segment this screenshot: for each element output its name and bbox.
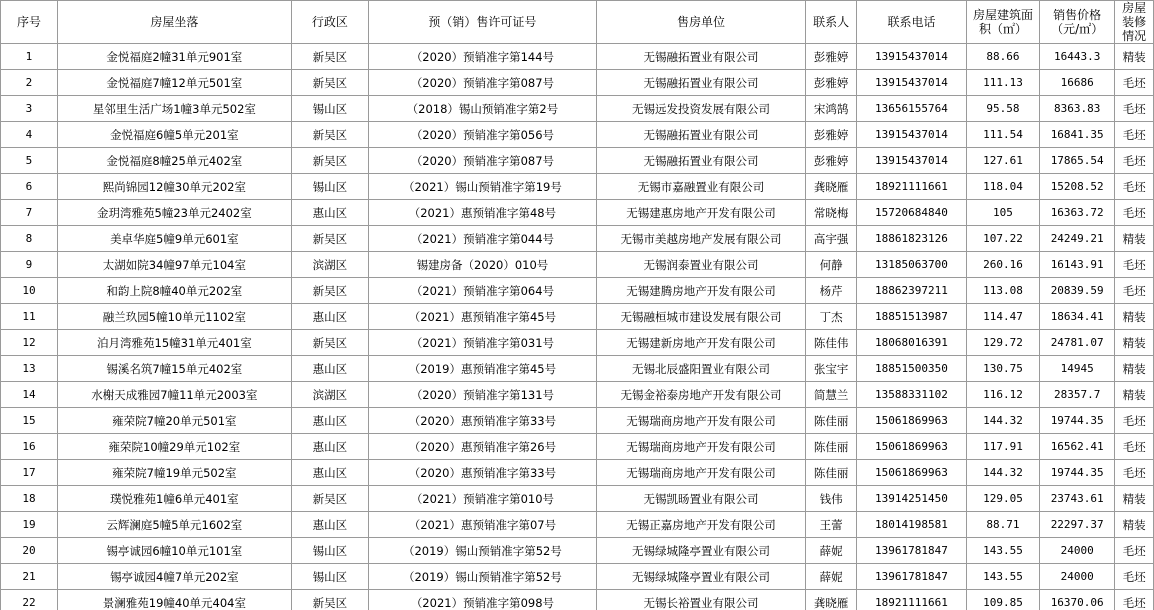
- cell-index: 1: [1, 44, 58, 70]
- cell-contact: 宋鸿鹄: [806, 96, 857, 122]
- cell-area: 113.08: [966, 278, 1039, 304]
- cell-district: 惠山区: [291, 304, 368, 330]
- cell-index: 19: [1, 512, 58, 538]
- cell-seller: 无锡瑞商房地产开发有限公司: [596, 434, 805, 460]
- cell-price: 24000: [1040, 538, 1115, 564]
- cell-address: 云辉澜庭5幢5单元1602室: [57, 512, 291, 538]
- cell-district: 锡山区: [291, 174, 368, 200]
- cell-area: 117.91: [966, 434, 1039, 460]
- cell-address: 太湖如院34幢97单元104室: [57, 252, 291, 278]
- cell-permit: （2020）预销准字第087号: [369, 148, 597, 174]
- cell-price: 14945: [1040, 356, 1115, 382]
- cell-area: 260.16: [966, 252, 1039, 278]
- cell-price: 16562.41: [1040, 434, 1115, 460]
- cell-permit: （2021）预销准字第031号: [369, 330, 597, 356]
- cell-index: 20: [1, 538, 58, 564]
- cell-district: 新吴区: [291, 278, 368, 304]
- cell-seller: 无锡融拓置业有限公司: [596, 44, 805, 70]
- cell-permit: （2021）预销准字第098号: [369, 590, 597, 610]
- cell-decoration: 毛坯: [1115, 408, 1154, 434]
- cell-address: 美卓华庭5幢9单元601室: [57, 226, 291, 252]
- cell-price: 19744.35: [1040, 408, 1115, 434]
- cell-seller: 无锡融拓置业有限公司: [596, 122, 805, 148]
- cell-contact: 钱伟: [806, 486, 857, 512]
- header-seller: 售房单位: [596, 1, 805, 44]
- cell-index: 17: [1, 460, 58, 486]
- cell-seller: 无锡市嘉融置业有限公司: [596, 174, 805, 200]
- cell-permit: （2020）惠预销准字第26号: [369, 434, 597, 460]
- cell-decoration: 毛坯: [1115, 252, 1154, 278]
- cell-price: 16370.06: [1040, 590, 1115, 610]
- cell-address: 锡溪名筑7幢15单元402室: [57, 356, 291, 382]
- cell-permit: （2021）锡山预销准字第19号: [369, 174, 597, 200]
- cell-area: 111.13: [966, 70, 1039, 96]
- cell-permit: （2020）预销准字第056号: [369, 122, 597, 148]
- cell-district: 滨湖区: [291, 382, 368, 408]
- cell-phone: 18851513987: [857, 304, 967, 330]
- cell-decoration: 毛坯: [1115, 96, 1154, 122]
- cell-area: 129.05: [966, 486, 1039, 512]
- cell-decoration: 毛坯: [1115, 564, 1154, 590]
- cell-decoration: 精装: [1115, 304, 1154, 330]
- cell-address: 雍荣院7幢20单元501室: [57, 408, 291, 434]
- cell-phone: 13915437014: [857, 44, 967, 70]
- header-area: 房屋建筑面积（㎡）: [966, 1, 1039, 44]
- cell-area: 118.04: [966, 174, 1039, 200]
- cell-seller: 无锡绿城隆亭置业有限公司: [596, 564, 805, 590]
- cell-seller: 无锡凯旸置业有限公司: [596, 486, 805, 512]
- cell-permit: （2021）预销准字第044号: [369, 226, 597, 252]
- cell-contact: 薛妮: [806, 564, 857, 590]
- cell-area: 116.12: [966, 382, 1039, 408]
- cell-price: 24249.21: [1040, 226, 1115, 252]
- cell-decoration: 精装: [1115, 330, 1154, 356]
- cell-district: 惠山区: [291, 356, 368, 382]
- table-row: [1, 590, 1154, 610]
- cell-district: 新吴区: [291, 70, 368, 96]
- cell-area: 105: [966, 200, 1039, 226]
- cell-address: 锡亭诚园6幢10单元101室: [57, 538, 291, 564]
- header-phone: 联系电话: [857, 1, 967, 44]
- cell-decoration: 精装: [1115, 486, 1154, 512]
- cell-decoration: 毛坯: [1115, 278, 1154, 304]
- cell-phone: 13961781847: [857, 564, 967, 590]
- table-row: [1, 226, 1154, 252]
- cell-permit: 锡建房备（2020）010号: [369, 252, 597, 278]
- cell-decoration: 精装: [1115, 382, 1154, 408]
- cell-index: 22: [1, 590, 58, 610]
- cell-address: 和韵上院8幢40单元202室: [57, 278, 291, 304]
- cell-district: 惠山区: [291, 200, 368, 226]
- cell-permit: （2019）惠预销准字第45号: [369, 356, 597, 382]
- cell-area: 129.72: [966, 330, 1039, 356]
- cell-address: 星邻里生活广场1幢3单元502室: [57, 96, 291, 122]
- cell-permit: （2021）预销准字第064号: [369, 278, 597, 304]
- cell-price: 16686: [1040, 70, 1115, 96]
- cell-index: 7: [1, 200, 58, 226]
- cell-contact: 陈佳丽: [806, 408, 857, 434]
- cell-permit: （2021）预销准字第010号: [369, 486, 597, 512]
- cell-price: 24000: [1040, 564, 1115, 590]
- cell-contact: 彭雅婷: [806, 122, 857, 148]
- cell-decoration: 毛坯: [1115, 174, 1154, 200]
- cell-seller: 无锡瑞商房地产开发有限公司: [596, 408, 805, 434]
- cell-address: 雍荣院7幢19单元502室: [57, 460, 291, 486]
- cell-contact: 彭雅婷: [806, 44, 857, 70]
- cell-area: 109.85: [966, 590, 1039, 610]
- cell-permit: （2021）惠预销准字第48号: [369, 200, 597, 226]
- cell-price: 22297.37: [1040, 512, 1115, 538]
- cell-district: 锡山区: [291, 96, 368, 122]
- cell-phone: 18068016391: [857, 330, 967, 356]
- cell-price: 15208.52: [1040, 174, 1115, 200]
- cell-index: 15: [1, 408, 58, 434]
- cell-permit: （2018）锡山预销准字第2号: [369, 96, 597, 122]
- cell-seller: 无锡市美越房地产发展有限公司: [596, 226, 805, 252]
- cell-seller: 无锡北辰盛阳置业有限公司: [596, 356, 805, 382]
- cell-phone: 18921111661: [857, 174, 967, 200]
- cell-permit: （2020）预销准字第087号: [369, 70, 597, 96]
- cell-address: 金悦福庭8幢25单元402室: [57, 148, 291, 174]
- cell-district: 新吴区: [291, 122, 368, 148]
- header-decoration: 房屋装修情况: [1115, 1, 1154, 44]
- cell-price: 16143.91: [1040, 252, 1115, 278]
- table-row: [1, 70, 1154, 96]
- cell-decoration: 精装: [1115, 356, 1154, 382]
- cell-contact: 杨芹: [806, 278, 857, 304]
- cell-seller: 无锡瑞商房地产开发有限公司: [596, 460, 805, 486]
- cell-district: 新吴区: [291, 226, 368, 252]
- cell-phone: 13588331102: [857, 382, 967, 408]
- cell-address: 金悦福庭7幢12单元501室: [57, 70, 291, 96]
- cell-phone: 13961781847: [857, 538, 967, 564]
- cell-district: 锡山区: [291, 564, 368, 590]
- cell-decoration: 毛坯: [1115, 122, 1154, 148]
- table-row: [1, 512, 1154, 538]
- table-row: [1, 330, 1154, 356]
- cell-decoration: 毛坯: [1115, 70, 1154, 96]
- cell-index: 4: [1, 122, 58, 148]
- header-permit: 预（销）售许可证号: [369, 1, 597, 44]
- cell-district: 锡山区: [291, 538, 368, 564]
- cell-price: 20839.59: [1040, 278, 1115, 304]
- cell-phone: 13185063700: [857, 252, 967, 278]
- table-row: [1, 304, 1154, 330]
- cell-area: 143.55: [966, 538, 1039, 564]
- cell-contact: 张宝宇: [806, 356, 857, 382]
- cell-permit: （2021）惠预销准字第07号: [369, 512, 597, 538]
- cell-decoration: 毛坯: [1115, 434, 1154, 460]
- cell-area: 144.32: [966, 408, 1039, 434]
- cell-contact: 陈佳伟: [806, 330, 857, 356]
- cell-decoration: 毛坯: [1115, 460, 1154, 486]
- header-row: [1, 1, 1154, 44]
- cell-contact: 简慧兰: [806, 382, 857, 408]
- table-row: [1, 356, 1154, 382]
- table-row: [1, 486, 1154, 512]
- cell-seller: 无锡润泰置业有限公司: [596, 252, 805, 278]
- table-row: [1, 538, 1154, 564]
- cell-decoration: 精装: [1115, 512, 1154, 538]
- cell-area: 114.47: [966, 304, 1039, 330]
- cell-permit: （2020）预销准字第144号: [369, 44, 597, 70]
- cell-index: 14: [1, 382, 58, 408]
- cell-phone: 18861823126: [857, 226, 967, 252]
- cell-contact: 龚晓雁: [806, 174, 857, 200]
- cell-seller: 无锡融桓城市建设发展有限公司: [596, 304, 805, 330]
- header-contact: 联系人: [806, 1, 857, 44]
- cell-index: 2: [1, 70, 58, 96]
- cell-contact: 陈佳丽: [806, 434, 857, 460]
- cell-index: 5: [1, 148, 58, 174]
- cell-contact: 高宇强: [806, 226, 857, 252]
- cell-phone: 18921111661: [857, 590, 967, 610]
- cell-decoration: 毛坯: [1115, 590, 1154, 610]
- table-row: [1, 278, 1154, 304]
- cell-index: 21: [1, 564, 58, 590]
- cell-district: 新吴区: [291, 590, 368, 610]
- cell-index: 9: [1, 252, 58, 278]
- cell-district: 新吴区: [291, 148, 368, 174]
- table-body: [1, 44, 1154, 610]
- cell-index: 18: [1, 486, 58, 512]
- table-row: [1, 122, 1154, 148]
- cell-address: 景澜雅苑19幢40单元404室: [57, 590, 291, 610]
- cell-seller: 无锡绿城隆亭置业有限公司: [596, 538, 805, 564]
- cell-index: 3: [1, 96, 58, 122]
- cell-price: 16841.35: [1040, 122, 1115, 148]
- cell-permit: （2019）锡山预销准字第52号: [369, 564, 597, 590]
- cell-permit: （2020）惠预销准字第33号: [369, 408, 597, 434]
- cell-area: 88.66: [966, 44, 1039, 70]
- table-row: [1, 44, 1154, 70]
- cell-price: 24781.07: [1040, 330, 1115, 356]
- cell-phone: 15061869963: [857, 434, 967, 460]
- cell-decoration: 精装: [1115, 44, 1154, 70]
- cell-permit: （2020）预销准字第131号: [369, 382, 597, 408]
- table-row: [1, 200, 1154, 226]
- cell-district: 新吴区: [291, 486, 368, 512]
- cell-phone: 18851500350: [857, 356, 967, 382]
- cell-address: 金悦福庭6幢5单元201室: [57, 122, 291, 148]
- cell-seller: 无锡融拓置业有限公司: [596, 70, 805, 96]
- cell-seller: 无锡远发投资发展有限公司: [596, 96, 805, 122]
- cell-address: 璞悦雅苑1幢6单元401室: [57, 486, 291, 512]
- table-row: [1, 434, 1154, 460]
- cell-address: 金玥湾雅苑5幢23单元2402室: [57, 200, 291, 226]
- table-row: [1, 148, 1154, 174]
- table-row: [1, 460, 1154, 486]
- cell-district: 新吴区: [291, 330, 368, 356]
- cell-seller: 无锡金裕泰房地产开发有限公司: [596, 382, 805, 408]
- cell-contact: 王蕾: [806, 512, 857, 538]
- table-row: [1, 96, 1154, 122]
- cell-seller: 无锡长裕置业有限公司: [596, 590, 805, 610]
- cell-contact: 龚晓雁: [806, 590, 857, 610]
- cell-seller: 无锡建腾房地产开发有限公司: [596, 278, 805, 304]
- cell-address: 熙尚锦园12幢30单元202室: [57, 174, 291, 200]
- cell-seller: 无锡建新房地产开发有限公司: [596, 330, 805, 356]
- cell-phone: 15720684840: [857, 200, 967, 226]
- cell-permit: （2019）锡山预销准字第52号: [369, 538, 597, 564]
- cell-district: 新吴区: [291, 44, 368, 70]
- cell-address: 水榭天成雅园7幢11单元2003室: [57, 382, 291, 408]
- cell-phone: 15061869963: [857, 460, 967, 486]
- header-index: 序号: [1, 1, 58, 44]
- table-row: [1, 174, 1154, 200]
- cell-index: 12: [1, 330, 58, 356]
- cell-decoration: 毛坯: [1115, 200, 1154, 226]
- cell-price: 18634.41: [1040, 304, 1115, 330]
- cell-area: 130.75: [966, 356, 1039, 382]
- cell-index: 6: [1, 174, 58, 200]
- cell-phone: 13915437014: [857, 148, 967, 174]
- cell-area: 127.61: [966, 148, 1039, 174]
- cell-price: 19744.35: [1040, 460, 1115, 486]
- cell-decoration: 毛坯: [1115, 538, 1154, 564]
- cell-phone: 13915437014: [857, 122, 967, 148]
- cell-district: 惠山区: [291, 408, 368, 434]
- cell-area: 143.55: [966, 564, 1039, 590]
- cell-district: 惠山区: [291, 512, 368, 538]
- cell-phone: 18862397211: [857, 278, 967, 304]
- cell-price: 17865.54: [1040, 148, 1115, 174]
- cell-price: 23743.61: [1040, 486, 1115, 512]
- cell-address: 融兰玖园5幢10单元1102室: [57, 304, 291, 330]
- cell-address: 金悦福庭2幢31单元901室: [57, 44, 291, 70]
- table-row: [1, 408, 1154, 434]
- table-row: [1, 382, 1154, 408]
- cell-contact: 陈佳丽: [806, 460, 857, 486]
- cell-phone: 13915437014: [857, 70, 967, 96]
- cell-price: 8363.83: [1040, 96, 1115, 122]
- cell-price: 16443.3: [1040, 44, 1115, 70]
- cell-area: 144.32: [966, 460, 1039, 486]
- cell-address: 锡亭诚园4幢7单元202室: [57, 564, 291, 590]
- cell-address: 雍荣院10幢29单元102室: [57, 434, 291, 460]
- cell-index: 11: [1, 304, 58, 330]
- cell-price: 28357.7: [1040, 382, 1115, 408]
- cell-seller: 无锡融拓置业有限公司: [596, 148, 805, 174]
- cell-district: 惠山区: [291, 460, 368, 486]
- cell-contact: 彭雅婷: [806, 70, 857, 96]
- cell-contact: 何静: [806, 252, 857, 278]
- cell-price: 16363.72: [1040, 200, 1115, 226]
- cell-index: 13: [1, 356, 58, 382]
- cell-district: 惠山区: [291, 434, 368, 460]
- cell-permit: （2021）惠预销准字第45号: [369, 304, 597, 330]
- cell-decoration: 精装: [1115, 226, 1154, 252]
- header-district: 行政区: [291, 1, 368, 44]
- cell-phone: 18014198581: [857, 512, 967, 538]
- table-header: [1, 1, 1154, 44]
- table-row: [1, 252, 1154, 278]
- header-address: 房屋坐落: [57, 1, 291, 44]
- cell-area: 107.22: [966, 226, 1039, 252]
- cell-address: 泊月湾雅苑15幢31单元401室: [57, 330, 291, 356]
- cell-index: 10: [1, 278, 58, 304]
- cell-district: 滨湖区: [291, 252, 368, 278]
- cell-area: 111.54: [966, 122, 1039, 148]
- header-price: 销售价格（元/㎡）: [1040, 1, 1115, 44]
- cell-contact: 彭雅婷: [806, 148, 857, 174]
- cell-area: 88.71: [966, 512, 1039, 538]
- cell-seller: 无锡建惠房地产开发有限公司: [596, 200, 805, 226]
- cell-phone: 13914251450: [857, 486, 967, 512]
- table-row: [1, 564, 1154, 590]
- cell-phone: 15061869963: [857, 408, 967, 434]
- cell-index: 8: [1, 226, 58, 252]
- cell-contact: 常晓梅: [806, 200, 857, 226]
- cell-decoration: 毛坯: [1115, 148, 1154, 174]
- cell-contact: 丁杰: [806, 304, 857, 330]
- cell-phone: 13656155764: [857, 96, 967, 122]
- cell-index: 16: [1, 434, 58, 460]
- cell-contact: 薛妮: [806, 538, 857, 564]
- cell-seller: 无锡正嘉房地产开发有限公司: [596, 512, 805, 538]
- cell-permit: （2020）惠预销准字第33号: [369, 460, 597, 486]
- cell-area: 95.58: [966, 96, 1039, 122]
